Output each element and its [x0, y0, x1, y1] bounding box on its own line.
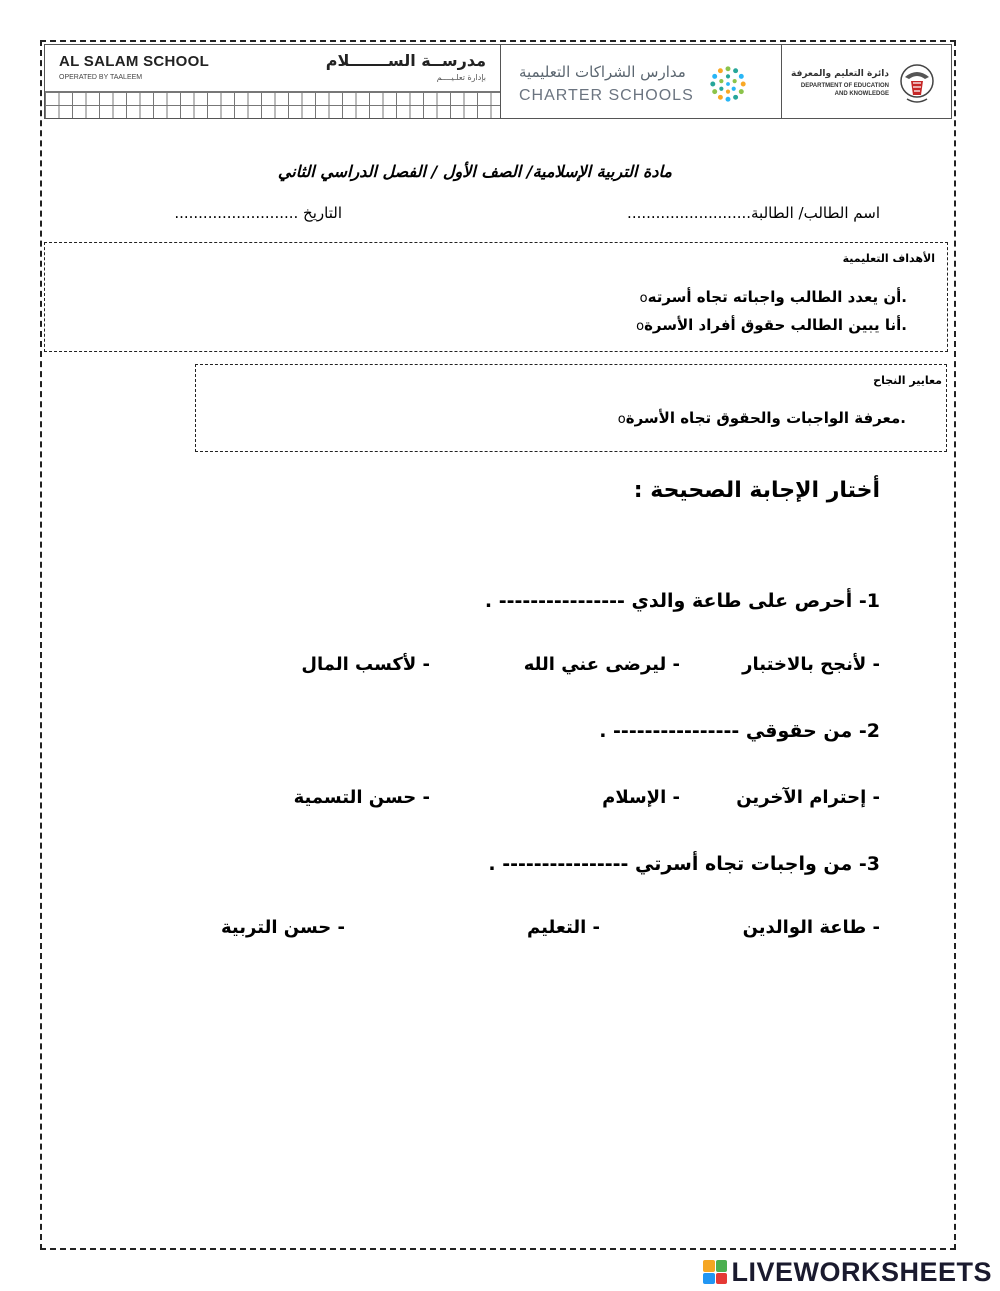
school-name-en: AL SALAM SCHOOL	[59, 53, 210, 70]
adek-name-en-line1: DEPARTMENT OF EDUCATION	[800, 83, 889, 89]
adek-name-ar: دائرة التعليم والمعرفة	[790, 69, 889, 79]
tile-icon	[703, 1260, 715, 1272]
objectives-box	[44, 242, 948, 352]
q3-option-a[interactable]: - طاعة الوالدين	[742, 917, 880, 938]
q2-option-c[interactable]: - حسن التسمية	[293, 787, 430, 808]
liveworksheets-logo	[703, 1258, 992, 1286]
charter-name-ar: مدارس الشراكات التعليمية	[519, 63, 686, 81]
adek-block	[782, 45, 951, 118]
operated-by: OPERATED BY TAALEEM	[59, 74, 143, 81]
charter-schools-block	[501, 45, 782, 118]
q3-option-c[interactable]: - حسن التربية	[221, 917, 345, 938]
objective-item	[622, 316, 907, 334]
objective-text: أنا يبين الطالب حقوق أفراد الأسرة.	[644, 316, 907, 334]
bullet-icon: o	[636, 319, 645, 334]
school-block	[45, 45, 501, 118]
tile-icon	[716, 1260, 728, 1272]
objective-text: أن يعدد الطالب واجباته تجاه أسرته.	[647, 288, 907, 306]
falcon-emblem-icon	[897, 63, 937, 107]
charter-dots-logo-icon	[709, 65, 747, 103]
question-1: 1- أحرص على طاعة والدي ---------------- .	[484, 590, 880, 612]
adek-name-en-line2: AND KNOWLEDGE	[834, 91, 889, 97]
q2-option-b[interactable]: - الإسلام	[602, 787, 680, 808]
question-2: 2- من حقوقي ---------------- .	[599, 720, 880, 742]
q3-option-b[interactable]: - التعليم	[527, 917, 600, 938]
objectives-heading: الأهداف التعليمية	[842, 252, 935, 265]
q2-option-a[interactable]: - إحترام الآخرين	[736, 787, 880, 808]
student-name-field[interactable]: اسم الطالب/ الطالبة..........................	[627, 204, 880, 222]
school-sub-ar: بإدارة تعلـيــــم	[436, 73, 486, 82]
subject-title: مادة التربية الإسلامية/ الصف الأول / الفصل الدراسي الثاني	[277, 162, 672, 181]
q1-option-b[interactable]: - ليرضى عني الله	[523, 654, 680, 675]
criteria-item	[604, 409, 906, 427]
liveworksheets-brand: LIVEWORKSHEETS	[731, 1256, 992, 1287]
objective-item	[626, 288, 907, 306]
success-criteria-box	[195, 364, 947, 452]
tile-icon	[716, 1273, 728, 1285]
bullet-icon: o	[617, 412, 626, 427]
letterhead	[44, 44, 952, 119]
bullet-icon: o	[639, 291, 648, 306]
charter-name-en: CHARTER SCHOOLS	[519, 87, 694, 104]
q1-option-c[interactable]: - لأكسب المال	[301, 654, 430, 675]
liveworksheets-tiles-icon	[703, 1260, 727, 1284]
instruction-heading: أختار الإجابة الصحيحة :	[633, 478, 880, 503]
grid-strip	[45, 91, 500, 118]
tile-icon	[703, 1273, 715, 1285]
question-3: 3- من واجبات تجاه أسرتي ---------------- .	[488, 853, 880, 875]
criteria-text: معرفة الواجبات والحقوق تجاه الأسرة.	[625, 409, 906, 427]
q1-option-a[interactable]: - لأنجح بالاختبار	[742, 654, 880, 675]
date-field[interactable]: التاريخ ..........................	[174, 204, 342, 222]
school-name-ar: مدرســة الســـــــلام	[325, 51, 486, 70]
criteria-heading: معايير النجاح	[873, 374, 942, 387]
